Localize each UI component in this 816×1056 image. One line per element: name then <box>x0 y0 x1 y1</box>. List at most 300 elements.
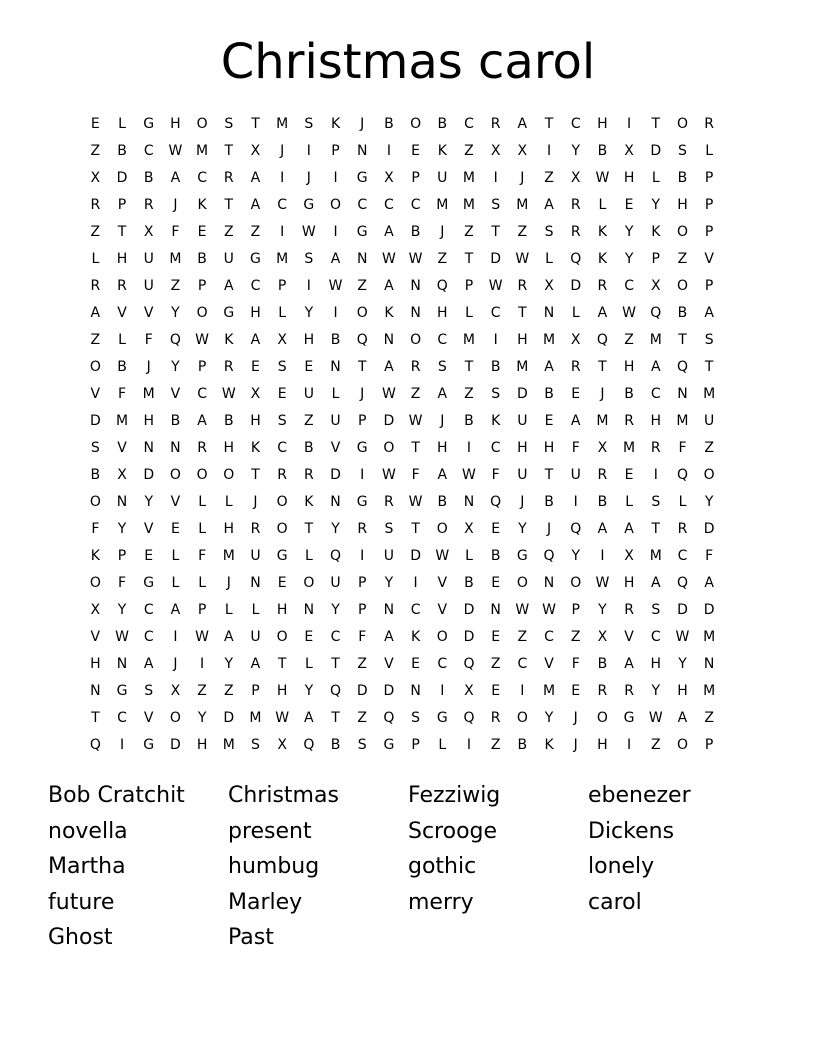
grid-letter: H <box>597 116 608 132</box>
grid-letter: S <box>651 602 661 618</box>
grid-letter: Q <box>383 710 395 726</box>
grid-letter: J <box>173 197 178 213</box>
grid-letter: Z <box>464 386 474 402</box>
grid-letter: W <box>595 575 610 591</box>
grid-letter: K <box>330 116 341 132</box>
grid-letter: T <box>651 116 661 132</box>
grid-letter: R <box>570 359 581 375</box>
grid-letter: P <box>464 278 474 294</box>
grid-letter: E <box>411 656 421 672</box>
grid-row <box>82 516 723 543</box>
grid-letter: S <box>251 737 260 753</box>
grid-letter: V <box>544 656 554 672</box>
grid-letter: U <box>330 413 341 429</box>
grid-letter: R <box>624 683 634 699</box>
grid-letter: U <box>704 413 715 429</box>
grid-letter: R <box>384 494 394 510</box>
grid-letter: N <box>330 494 341 510</box>
grid-letter: L <box>625 494 633 510</box>
grid-letter: O <box>570 575 582 591</box>
grid-letter: W <box>675 629 690 645</box>
grid-letter: Q <box>570 251 582 267</box>
grid-letter: N <box>116 494 128 510</box>
grid-letter: C <box>143 143 154 159</box>
grid-letter: K <box>597 224 607 240</box>
grid-letter: Z <box>90 224 101 240</box>
grid-row <box>82 489 723 516</box>
grid-row <box>82 111 723 138</box>
grid-letter: T <box>331 710 340 726</box>
grid-letter: E <box>144 548 154 564</box>
grid-letter: X <box>570 170 581 186</box>
grid-letter: M <box>516 197 529 213</box>
grid-letter: X <box>250 386 261 402</box>
grid-letter: M <box>542 332 556 348</box>
grid-letter: A <box>384 359 394 375</box>
grid-letter: O <box>330 197 342 213</box>
grid-letter: X <box>624 548 634 564</box>
grid-letter: C <box>197 170 207 186</box>
grid-letter: I <box>360 467 365 483</box>
grid-row <box>82 705 723 732</box>
grid-letter: C <box>143 602 154 618</box>
grid-letter: D <box>463 629 475 645</box>
grid-letter: D <box>143 467 155 483</box>
grid-letter: Z <box>357 656 368 672</box>
grid-letter: T <box>357 359 367 375</box>
grid-row <box>82 570 723 597</box>
grid-letter: F <box>118 575 127 591</box>
grid-letter: B <box>490 548 501 564</box>
grid-letter: P <box>357 413 367 429</box>
grid-letter: K <box>651 224 661 240</box>
grid-letter: Z <box>357 278 368 294</box>
grid-letter: U <box>330 575 341 591</box>
word-list-item: Fezziwig <box>408 783 501 808</box>
grid-letter: O <box>676 116 688 132</box>
grid-letter: I <box>466 737 472 753</box>
grid-letter: F <box>411 467 420 483</box>
grid-letter: R <box>597 467 608 483</box>
grid-letter: R <box>250 521 261 537</box>
grid-letter: E <box>170 521 180 537</box>
grid-letter: C <box>197 386 207 402</box>
grid-letter: Z <box>624 332 634 348</box>
grid-letter: I <box>386 143 391 159</box>
grid-letter: A <box>223 278 234 294</box>
grid-letter: Z <box>490 737 501 753</box>
grid-letter: X <box>277 737 287 753</box>
grid-letter: L <box>224 494 233 510</box>
grid-letter: T <box>491 224 500 240</box>
grid-letter: P <box>251 683 260 699</box>
grid-letter: W <box>408 494 423 510</box>
grid-letter: A <box>597 305 608 321</box>
grid-letter: D <box>490 251 502 267</box>
grid-letter: R <box>410 359 421 375</box>
grid-letter: D <box>650 143 662 159</box>
grid-letter: E <box>491 629 501 645</box>
grid-letter: V <box>437 575 448 591</box>
grid-letter: U <box>143 251 154 267</box>
grid-letter: M <box>462 170 476 186</box>
grid-letter: Q <box>543 548 555 564</box>
grid-letter: Q <box>330 548 342 564</box>
grid-letter: Q <box>356 332 368 348</box>
grid-letter: B <box>197 251 207 267</box>
grid-letter: V <box>170 386 181 402</box>
grid-letter: W <box>381 467 396 483</box>
grid-letter: H <box>437 305 448 321</box>
grid-letter: Y <box>304 305 314 321</box>
grid-letter: D <box>410 548 421 564</box>
grid-letter: G <box>383 737 395 753</box>
grid-letter: H <box>597 737 608 753</box>
word-list-item: Marley <box>228 889 303 915</box>
grid-letter: Y <box>704 494 714 510</box>
grid-letter: N <box>250 575 261 591</box>
grid-row <box>82 138 723 165</box>
grid-letter: B <box>517 737 528 753</box>
grid-letter: M <box>649 548 662 564</box>
grid-letter: G <box>623 710 635 726</box>
grid-letter: Q <box>330 683 342 699</box>
grid-letter: L <box>545 251 553 267</box>
grid-letter: H <box>223 521 235 537</box>
grid-letter: C <box>384 197 394 213</box>
grid-letter: Q <box>490 494 502 510</box>
grid-letter: L <box>571 305 580 321</box>
grid-letter: A <box>704 305 714 321</box>
grid-letter: S <box>411 710 421 726</box>
grid-letter: Z <box>490 656 501 672</box>
grid-letter: C <box>570 116 581 132</box>
grid-letter: N <box>116 656 128 672</box>
grid-letter: L <box>118 332 126 348</box>
grid-letter: I <box>546 143 552 159</box>
grid-letter: W <box>221 386 236 402</box>
grid-letter: M <box>596 413 609 429</box>
grid-letter: D <box>383 683 395 699</box>
grid-letter: O <box>169 710 181 726</box>
grid-letter: K <box>491 413 501 429</box>
grid-letter: K <box>224 332 234 348</box>
grid-letter: J <box>600 386 605 402</box>
grid-letter: H <box>437 440 448 456</box>
page-title: Christmas carol <box>220 34 596 90</box>
grid-row <box>82 165 723 192</box>
word-list-item: Christmas <box>228 783 339 808</box>
grid-letter: T <box>678 332 687 348</box>
grid-letter: X <box>624 143 634 159</box>
grid-letter: L <box>465 548 473 564</box>
grid-row <box>82 462 723 489</box>
grid-letter: A <box>250 332 261 348</box>
grid-letter: G <box>116 683 128 699</box>
grid-letter: R <box>490 116 501 132</box>
grid-letter: H <box>90 656 101 672</box>
grid-letter: Z <box>517 224 528 240</box>
grid-letter: N <box>170 440 181 456</box>
grid-letter: B <box>90 467 101 483</box>
grid-letter: H <box>650 656 662 672</box>
grid-letter: Z <box>90 332 101 348</box>
grid-letter: D <box>383 413 395 429</box>
grid-letter: V <box>117 305 127 321</box>
grid-letter: Q <box>89 737 101 753</box>
grid-letter: A <box>650 359 661 375</box>
grid-letter: E <box>277 575 287 591</box>
grid-letter: Q <box>676 575 688 591</box>
grid-letter: B <box>464 413 474 429</box>
grid-letter: A <box>90 305 101 321</box>
grid-row <box>82 678 723 705</box>
grid-letter: T <box>544 116 554 132</box>
grid-letter: W <box>408 251 423 267</box>
grid-letter: B <box>437 116 448 132</box>
grid-letter: G <box>303 197 315 213</box>
grid-letter: O <box>410 116 422 132</box>
grid-letter: Z <box>437 251 448 267</box>
grid-letter: R <box>650 440 661 456</box>
grid-row <box>82 327 723 354</box>
grid-letter: H <box>517 332 528 348</box>
grid-letter: O <box>596 710 608 726</box>
grid-letter: T <box>117 224 127 240</box>
grid-letter: X <box>517 143 528 159</box>
grid-letter: Q <box>570 521 582 537</box>
grid-letter: R <box>704 116 715 132</box>
grid-letter: K <box>597 251 607 267</box>
grid-letter: O <box>89 575 101 591</box>
grid-letter: S <box>90 440 100 456</box>
grid-letter: T <box>704 359 714 375</box>
grid-letter: K <box>384 305 394 321</box>
grid-letter: E <box>251 359 260 375</box>
grid-letter: W <box>328 278 343 294</box>
word-list-item: gothic <box>408 854 477 880</box>
grid-letter: H <box>677 197 688 213</box>
grid-letter: M <box>649 332 662 348</box>
grid-letter: W <box>515 602 530 618</box>
grid-letter: L <box>438 737 447 753</box>
grid-letter: M <box>142 386 155 402</box>
grid-letter: O <box>436 629 448 645</box>
grid-letter: S <box>277 359 287 375</box>
grid-letter: D <box>170 737 181 753</box>
grid-letter: T <box>464 251 474 267</box>
grid-letter: C <box>677 548 688 564</box>
grid-letter: A <box>384 629 394 645</box>
grid-letter: W <box>435 548 450 564</box>
grid-letter: K <box>544 737 554 753</box>
grid-letter: C <box>517 656 528 672</box>
grid-letter: H <box>196 737 208 753</box>
grid-letter: G <box>516 548 528 564</box>
grid-letter: N <box>463 494 475 510</box>
grid-row <box>82 219 723 246</box>
grid-letter: A <box>384 224 394 240</box>
grid-letter: I <box>653 467 658 483</box>
grid-letter: D <box>356 683 368 699</box>
grid-letter: I <box>573 494 578 510</box>
grid-letter: D <box>89 413 101 429</box>
grid-letter: I <box>280 170 285 186</box>
grid-letter: Q <box>676 359 688 375</box>
grid-letter: Z <box>250 224 261 240</box>
grid-letter: I <box>440 683 445 699</box>
letter-grid <box>82 111 723 759</box>
grid-row <box>82 273 723 300</box>
grid-letter: H <box>677 683 688 699</box>
grid-letter: H <box>143 413 154 429</box>
grid-letter: N <box>410 278 421 294</box>
grid-letter: L <box>304 548 313 564</box>
grid-letter: O <box>703 467 715 483</box>
grid-letter: D <box>570 278 582 294</box>
grid-letter: O <box>356 305 368 321</box>
grid-letter: P <box>411 170 420 186</box>
grid-letter: I <box>306 143 311 159</box>
grid-letter: J <box>306 170 311 186</box>
grid-letter: O <box>89 494 101 510</box>
grid-letter: P <box>331 143 340 159</box>
grid-letter: C <box>330 629 341 645</box>
grid-letter: C <box>544 629 554 645</box>
grid-letter: W <box>195 332 210 348</box>
grid-letter: M <box>169 251 182 267</box>
grid-letter: S <box>544 224 554 240</box>
grid-letter: B <box>143 170 154 186</box>
grid-letter: L <box>251 602 260 618</box>
grid-letter: X <box>490 143 501 159</box>
grid-letter: Q <box>463 656 475 672</box>
grid-letter: H <box>170 116 181 132</box>
grid-letter: F <box>678 440 687 456</box>
grid-letter: G <box>143 737 155 753</box>
grid-letter: R <box>597 278 608 294</box>
grid-letter: W <box>462 467 476 483</box>
grid-letter: C <box>490 440 501 456</box>
grid-letter: L <box>118 116 126 132</box>
grid-letter: A <box>250 656 261 672</box>
grid-letter: A <box>677 710 688 726</box>
grid-letter: F <box>118 386 127 402</box>
grid-row <box>82 246 723 273</box>
grid-letter: R <box>490 710 501 726</box>
grid-letter: R <box>624 602 634 618</box>
grid-letter: I <box>333 224 338 240</box>
grid-letter: R <box>90 278 101 294</box>
word-list-item: Ghost <box>48 925 113 951</box>
grid-letter: I <box>173 629 178 645</box>
grid-letter: A <box>330 251 341 267</box>
grid-letter: V <box>170 494 181 510</box>
grid-letter: X <box>170 683 181 699</box>
grid-letter: I <box>493 170 498 186</box>
grid-letter: X <box>464 683 474 699</box>
grid-letter: S <box>357 737 367 753</box>
grid-letter: D <box>116 170 128 186</box>
grid-letter: Q <box>436 278 448 294</box>
grid-letter: C <box>410 197 421 213</box>
grid-letter: L <box>198 575 206 591</box>
grid-letter: X <box>90 602 101 618</box>
grid-letter: M <box>462 197 476 213</box>
grid-letter: S <box>277 413 287 429</box>
grid-letter: D <box>463 602 475 618</box>
grid-letter: E <box>491 521 501 537</box>
word-list-item: Scrooge <box>408 818 498 844</box>
grid-letter: C <box>250 278 261 294</box>
grid-letter: C <box>357 197 368 213</box>
grid-letter: B <box>170 413 181 429</box>
grid-letter: K <box>437 143 447 159</box>
grid-letter: X <box>384 170 394 186</box>
grid-letter: A <box>624 521 634 537</box>
grid-letter: I <box>627 737 632 753</box>
grid-letter: E <box>90 116 100 132</box>
grid-letter: P <box>357 575 367 591</box>
grid-letter: S <box>491 197 501 213</box>
grid-letter: A <box>197 413 207 429</box>
grid-letter: U <box>383 548 395 564</box>
grid-letter: C <box>143 629 154 645</box>
grid-letter: N <box>543 575 555 591</box>
grid-letter: L <box>598 197 607 213</box>
grid-letter: P <box>277 278 287 294</box>
grid-letter: Y <box>571 143 580 159</box>
grid-letter: T <box>411 440 420 456</box>
grid-letter: A <box>624 656 634 672</box>
grid-letter: W <box>542 602 556 618</box>
word-list-item: carol <box>588 889 642 915</box>
grid-letter: I <box>200 656 205 672</box>
grid-letter: A <box>170 602 181 618</box>
grid-letter: Z <box>410 386 421 402</box>
grid-letter: Z <box>223 224 234 240</box>
grid-letter: P <box>571 602 580 618</box>
grid-letter: B <box>464 575 474 591</box>
grid-letter: T <box>224 197 234 213</box>
grid-letter: P <box>651 251 660 267</box>
grid-letter: M <box>276 116 289 132</box>
grid-letter: P <box>357 602 367 618</box>
grid-letter: E <box>571 683 581 699</box>
grid-letter: N <box>410 305 421 321</box>
grid-letter: K <box>90 548 100 564</box>
grid-letter: O <box>276 629 288 645</box>
grid-letter: W <box>622 305 637 321</box>
grid-letter: R <box>624 413 634 429</box>
grid-letter: W <box>275 710 290 726</box>
grid-letter: N <box>410 683 421 699</box>
grid-letter: H <box>250 305 261 321</box>
grid-letter: F <box>171 224 180 240</box>
grid-letter: U <box>570 467 581 483</box>
grid-letter: V <box>143 305 154 321</box>
grid-letter: Y <box>384 575 394 591</box>
grid-letter: U <box>250 548 261 564</box>
grid-letter: I <box>466 440 472 456</box>
grid-letter: B <box>223 413 234 429</box>
grid-letter: E <box>544 413 554 429</box>
grid-letter: Q <box>303 737 315 753</box>
grid-letter: U <box>517 467 528 483</box>
grid-letter: M <box>676 413 689 429</box>
grid-letter: Q <box>463 710 475 726</box>
grid-letter: Y <box>117 521 127 537</box>
